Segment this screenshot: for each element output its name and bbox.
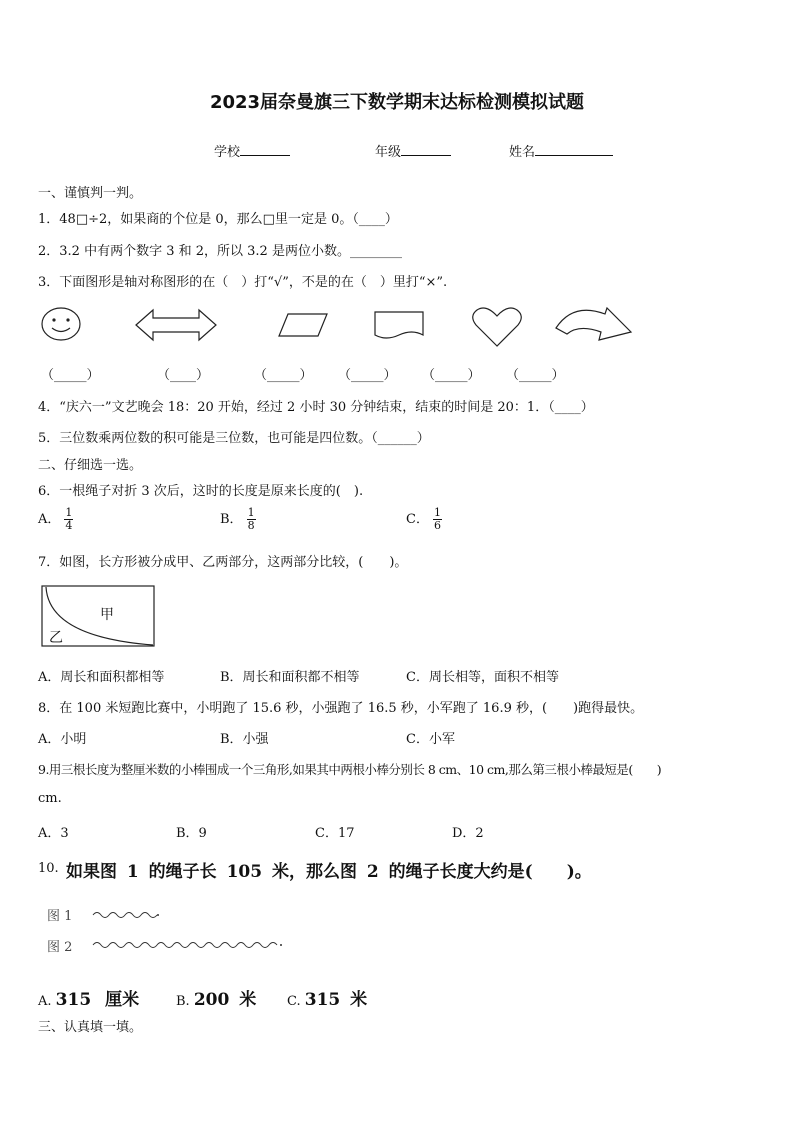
label-yi: 乙 <box>49 630 63 646</box>
label-jia: 甲 <box>100 607 114 623</box>
option-letter: A. <box>38 994 52 1009</box>
denominator: 6 <box>433 519 441 532</box>
q8-option-b: B．小强 <box>220 732 269 747</box>
question-4: 4．“庆六一”文艺晚会 18：20 开始，经过 2 小时 30 分钟结束，结束的时间是 20：1．（____） <box>38 400 594 415</box>
option-text: 315 厘米 <box>55 990 140 1010</box>
section-1-heading: 一、谨慎判一判。 <box>38 186 143 201</box>
q3-blank-4: （_____） <box>338 368 397 383</box>
section-3-heading: 三、认真填一填。 <box>38 1020 143 1035</box>
q6-option-a <box>38 507 73 532</box>
q8-option-a: A．小明 <box>38 732 87 747</box>
heart-shape <box>472 306 522 348</box>
document-shape <box>374 311 424 341</box>
parallelogram-shape <box>278 313 328 337</box>
q10-option-a <box>38 985 139 1010</box>
question-8: 8．在 100 米短跑比赛中，小明跑了 15.6 秒，小强跑了 16.5 秒，小军跑了 16.9 秒，( )跑得最快。 <box>38 701 644 716</box>
q3-blank-1: （_____） <box>41 368 100 383</box>
section-2-heading: 二、仔细选一选。 <box>38 458 143 473</box>
curved-arrow-shape <box>555 306 633 342</box>
q9-option-d: D．2 <box>452 826 484 841</box>
q9-option-c: C．17 <box>315 826 355 841</box>
question-10: 如果图 1 的绳子长 105 米，那么图 2 的绳子长度大约是( )。 <box>66 862 592 882</box>
question-3: 3．下面图形是轴对称图形的在（ ）打“√”，不是的在（ ）里打“×”. <box>38 275 448 290</box>
q7-option-a: A．周长和面积都相等 <box>38 670 165 685</box>
numerator: 1 <box>433 506 441 519</box>
q6-option-b <box>220 507 256 532</box>
page-title: 2023届奈曼旗三下数学期末达标检测模拟试题 <box>209 92 585 113</box>
denominator: 8 <box>247 519 255 532</box>
fraction <box>64 507 73 532</box>
question-9-line-1: 9.用三根长度为整厘米数的小棒围成一个三角形,如果其中两根小棒分别长 8 cm、10 cm,那么第三根小棒最短是( ) <box>38 762 662 777</box>
option-letter: C. <box>287 994 301 1009</box>
fraction <box>247 507 256 532</box>
double-arrow-shape <box>135 308 217 342</box>
option-text: 315 米 <box>304 990 368 1010</box>
figure-2-label: 图 2 <box>47 940 73 955</box>
q3-blank-3: （_____） <box>254 368 313 383</box>
fraction <box>433 507 442 532</box>
option-letter: B. <box>176 994 190 1009</box>
grade-label: 年级 <box>375 145 402 160</box>
question-2: 2．3.2 中有两个数字 3 和 2，所以 3.2 是两位小数。________ <box>38 244 402 259</box>
name-label: 姓名 <box>509 145 536 160</box>
q3-blank-6: （_____） <box>506 368 565 383</box>
numerator: 1 <box>65 506 73 519</box>
question-7: 7．如图，长方形被分成甲、乙两部分，这两部分比较，( )。 <box>38 555 408 570</box>
option-letter: A． <box>38 512 61 527</box>
rope-figure-1 <box>92 908 160 920</box>
q6-option-c <box>406 507 442 532</box>
q7-option-b: B．周长和面积都不相等 <box>220 670 360 685</box>
name-field <box>509 141 613 160</box>
q3-blank-2: （____） <box>157 368 210 383</box>
option-text: 200 米 <box>193 990 257 1010</box>
denominator: 4 <box>65 519 73 532</box>
question-10-number: 10. <box>38 861 59 876</box>
option-letter: B． <box>220 512 243 527</box>
question-6: 6．一根绳子对折 3 次后，这时的长度是原来长度的( ). <box>38 484 364 499</box>
option-letter: C． <box>406 512 429 527</box>
q10-option-c <box>287 985 367 1010</box>
question-5: 5．三位数乘两位数的积可能是三位数，也可能是四位数。（______） <box>38 431 430 446</box>
q10-option-b <box>176 985 256 1010</box>
numerator: 1 <box>247 506 255 519</box>
rope-figure-2 <box>92 938 284 950</box>
smiley-face-shape <box>40 306 82 342</box>
school-label: 学校 <box>214 145 241 160</box>
q9-option-a: A．3 <box>38 826 69 841</box>
q7-option-c: C．周长相等，面积不相等 <box>406 670 559 685</box>
school-field <box>214 141 290 160</box>
name-blank <box>535 143 613 156</box>
q9-option-b: B．9 <box>176 826 207 841</box>
school-blank <box>240 143 290 156</box>
q8-option-c: C．小军 <box>406 732 455 747</box>
grade-field <box>375 141 451 160</box>
question-9-line-2: cm. <box>38 791 62 806</box>
grade-blank <box>401 143 451 156</box>
figure-1-label: 图 1 <box>47 909 73 924</box>
question-1: 1．48□÷2，如果商的个位是 0，那么□里一定是 0。（____） <box>38 212 398 227</box>
q3-blank-5: （_____） <box>422 368 481 383</box>
